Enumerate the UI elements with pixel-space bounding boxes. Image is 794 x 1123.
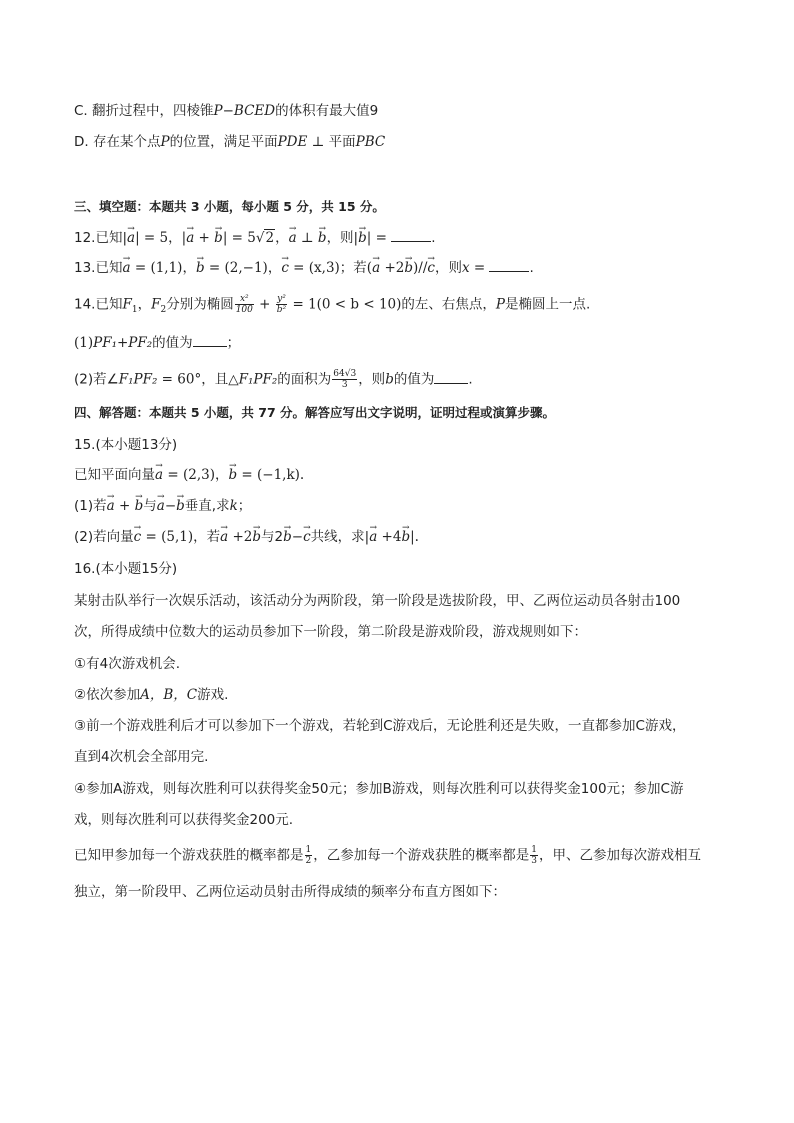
sub-2: 2: [160, 305, 167, 316]
q16-rule-3a: ③前一个游戏胜利后才可以参加下一个游戏，若轮到C游戏后，无论胜利还是失败，一直都参加C游戏，: [74, 718, 686, 734]
vector-b: → b: [404, 259, 413, 277]
q14-tail2: 是椭圆上一点.: [504, 296, 591, 313]
vector-a: → a: [107, 497, 115, 515]
option-c: [74, 102, 378, 120]
section-3-heading: 三、填空题：本题共 3 小题，每小题 5 分，共 15 分。: [74, 199, 385, 214]
q13-then: ，则: [434, 260, 462, 276]
q13-a-value: = (1,1)，: [130, 260, 196, 276]
q14a-end: ；: [226, 335, 241, 351]
q14-comma: ，: [137, 296, 152, 313]
q15-b-value: = (−1,k).: [237, 467, 305, 483]
part-label: (2)若∠: [74, 371, 119, 388]
question-14: [74, 294, 590, 319]
frac-den: 3: [531, 856, 537, 866]
question-13: [74, 258, 534, 277]
fraction-third: [530, 845, 538, 866]
q13-dot: .: [529, 260, 534, 276]
frac-num: x²: [235, 294, 254, 305]
frac-num: y²: [277, 294, 286, 304]
q14b-b: b: [385, 371, 394, 388]
part-label: (1)若: [74, 498, 107, 514]
vector-a: → a: [372, 259, 380, 277]
answer-blank[interactable]: [391, 228, 431, 242]
q16-line-1: 某射击队举行一次娱乐活动，该活动分为两阶段，第一阶段是选拔阶段，甲、乙两位运动员各射击100: [74, 593, 681, 609]
q14a-tail: 的值为: [152, 335, 193, 351]
frac-den: 3: [341, 380, 348, 390]
vector-b: → b: [228, 466, 237, 484]
question-16-title: 16.(本小题15分): [74, 561, 178, 577]
q12-eq2: | = 5: [222, 230, 256, 246]
vector-c: → c: [281, 259, 289, 277]
vector-a: → a: [155, 466, 163, 484]
q15-a-value: = (2,3)，: [163, 467, 229, 483]
q14b-angle: F₁PF₂: [118, 371, 158, 388]
sub-1: 1: [131, 305, 138, 316]
q14b-mid: 的面积为: [277, 371, 332, 388]
option-c-suffix: 的体积有最大值9: [275, 103, 379, 119]
q14a-expr: PF₁+PF₂: [93, 335, 153, 351]
vector-b: → b: [196, 259, 205, 277]
option-c-expr: P−BCED: [213, 103, 276, 119]
q13-plus2: +2: [380, 260, 405, 276]
q16-probability: [74, 845, 701, 866]
option-d-mid2: 平面: [328, 134, 356, 150]
q12-end: | =: [366, 230, 392, 246]
question-15-given: [74, 466, 304, 484]
vector-a: → a: [127, 229, 135, 247]
q14b-tail: 的值为: [393, 371, 435, 388]
frac-den: b²: [276, 305, 287, 315]
minus: −: [164, 498, 177, 514]
q13-c-value: = (x,3)；若(: [288, 260, 373, 276]
q13-lead: 13.已知: [74, 260, 123, 276]
q16-rule-4a: ④参加A游戏，则每次胜利可以获得奖金50元；参加B游戏，则每次胜利可以获得奖金100元；参加C游: [74, 781, 684, 797]
with-2: 与2: [261, 529, 284, 545]
part-label: (2)若向量: [74, 529, 134, 545]
q13-eq: =: [469, 260, 490, 276]
fraction-x: [235, 294, 254, 315]
q14-mid: 分别为椭圆: [166, 296, 234, 313]
vector-b: → b: [358, 229, 367, 247]
q16-rule-1: ①有4次游戏机会.: [74, 656, 180, 672]
q14-plus: +: [254, 296, 275, 313]
q12-lead: 12.已知|: [74, 230, 128, 246]
option-d-text: D. 存在某个点: [74, 134, 161, 150]
vector-c: → c: [134, 528, 142, 546]
q15-given-lead: 已知平面向量: [74, 467, 155, 483]
focus-f2: F: [151, 296, 161, 313]
vector-a: → a: [157, 497, 165, 515]
q16-last-line: 独立，第一阶段甲、乙两位运动员射击所得成绩的频率分布直方图如下：: [74, 884, 506, 900]
with: 与: [143, 498, 157, 514]
q12-dot: .: [431, 230, 436, 246]
vector-c: → c: [427, 259, 435, 277]
option-d-perp: ⊥: [307, 134, 329, 150]
var-k: k: [229, 498, 238, 514]
q12-then: ，则|: [326, 230, 359, 246]
point-p: P: [495, 296, 505, 313]
q15-c-value: = (5,1)，若: [141, 529, 221, 545]
q15-p1-end: ；: [237, 498, 252, 514]
question-15-part1: [74, 497, 251, 515]
q16-rule-2-lead: ②依次参加: [74, 687, 141, 703]
vector-b: → b: [252, 528, 261, 546]
plus-2: +2: [228, 529, 253, 545]
q14-tail: 的左、右焦点，: [401, 296, 496, 313]
fraction-y: [276, 294, 287, 315]
q16-rule-2-tail: 游戏.: [197, 687, 229, 703]
focus-f1: F: [122, 296, 132, 313]
q15-p2-tail: 共线，求|: [310, 529, 370, 545]
answer-blank[interactable]: [489, 258, 529, 272]
q14b-mid2: ，则: [358, 371, 386, 388]
plus-4: +4: [377, 529, 402, 545]
vector-b: → b: [176, 497, 185, 515]
question-15-part2: [74, 528, 419, 546]
vector-a: → a: [186, 229, 194, 247]
question-14-part2: [74, 369, 473, 390]
answer-blank[interactable]: [193, 333, 227, 347]
frac-num: 1: [305, 845, 312, 855]
option-d-plane-pbc: PBC: [355, 134, 386, 150]
q12-plus: +: [194, 230, 215, 246]
q16-prob-mid: ，乙参加每一个游戏获胜的概率都是: [313, 847, 530, 864]
q16-line-2: 次，所得成绩中位数大的运动员参加下一阶段，第二阶段是游戏阶段，游戏规则如下：: [74, 624, 587, 640]
q13-b-value: = (2,−1)，: [204, 260, 282, 276]
q16-prob-lead: 已知甲参加每一个游戏获胜的概率都是: [74, 847, 304, 864]
vector-a: → a: [122, 259, 130, 277]
q16-rule-3b: 直到4次机会全部用完.: [74, 749, 209, 765]
q16-games: A，B，C: [140, 687, 198, 703]
answer-blank[interactable]: [434, 370, 468, 384]
vector-c: → c: [303, 528, 311, 546]
q15-p1-tail: 垂直,求: [184, 498, 230, 514]
q16-rule-4b: 戏，则每次胜利可以获得奖金200元.: [74, 812, 294, 828]
vector-a: → a: [220, 528, 228, 546]
question-15-title: 15.(本小题13分): [74, 437, 178, 453]
q14-lead: 14.已知: [74, 296, 123, 313]
option-d-point: P: [160, 134, 170, 150]
q13-x: x: [461, 260, 470, 276]
option-d: [74, 133, 385, 151]
option-d-plane-pde: PDE: [277, 134, 308, 150]
q12-perp: ⊥: [296, 230, 318, 246]
vector-a: → a: [369, 528, 377, 546]
q14b-eq: = 60°，且△: [157, 371, 239, 388]
vector-b: → b: [318, 229, 327, 247]
fraction-half: [305, 845, 313, 866]
fraction-area: [332, 369, 357, 390]
q15-p2-end: |.: [410, 529, 419, 545]
vector-b: → b: [401, 528, 410, 546]
plus: +: [114, 498, 135, 514]
question-12: [74, 228, 436, 247]
vector-b: → b: [135, 497, 144, 515]
q14-condition: = 1(0 < b < 10): [288, 296, 402, 313]
vector-b: → b: [283, 528, 292, 546]
minus: −: [291, 529, 304, 545]
vector-b: → b: [214, 229, 223, 247]
q12-radicand: 2: [265, 230, 275, 246]
q14b-dot: .: [468, 371, 473, 388]
q16-prob-tail: ，甲、乙参加每次游戏相互: [538, 847, 701, 864]
frac-num: 64√3: [333, 369, 357, 379]
q13-parallel: )//: [413, 260, 428, 276]
frac-num: 1: [531, 845, 537, 855]
q16-rule-2: [74, 686, 228, 704]
frac-den: 100: [235, 305, 253, 315]
part-label: (1): [74, 335, 94, 351]
option-d-mid: 的位置，满足平面: [169, 134, 278, 150]
section-4-heading: 四、解答题：本题共 5 小题，共 77 分。解答应写出文字说明，证明过程或演算步骤。: [74, 405, 556, 420]
question-14-part1: [74, 333, 240, 352]
frac-den: 2: [305, 856, 312, 866]
option-c-text: C. 翻折过程中，四棱锥: [74, 103, 214, 119]
q12-eq1: | = 5，|: [135, 230, 187, 246]
vector-a: → a: [289, 229, 297, 247]
q12-sep: ，: [275, 230, 289, 246]
sqrt-symbol: √2: [255, 230, 275, 246]
q14b-triangle: F₁PF₂: [238, 371, 278, 388]
